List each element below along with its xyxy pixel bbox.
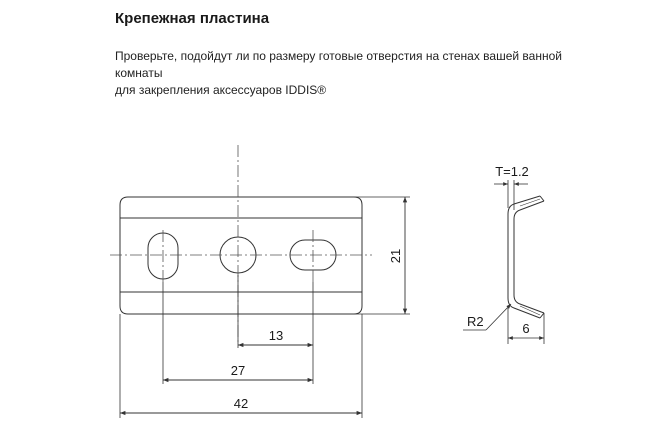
- dim-label-27: 27: [230, 363, 246, 378]
- plate-front-view: [120, 197, 362, 314]
- dim-label-21: 21: [388, 248, 403, 264]
- thickness-label: T=1.2: [495, 164, 529, 179]
- description-line-1: Проверьте, подойдут ли по размеру готовые отверстия на стенах вашей ванной комнаты: [115, 49, 562, 80]
- bend-radius-label: R2: [467, 314, 484, 329]
- page-title: Крепежная пластина: [115, 10, 270, 27]
- dim-label-13: 13: [268, 328, 284, 343]
- description-line-2: для закрепления аксессуаров IDDIS®: [115, 83, 327, 97]
- plate-outline: [120, 197, 362, 314]
- dim-label-42: 42: [233, 396, 249, 411]
- extension-lines: [120, 197, 410, 418]
- flange-depth-label: 6: [522, 321, 530, 336]
- plate-side-view: [508, 196, 544, 318]
